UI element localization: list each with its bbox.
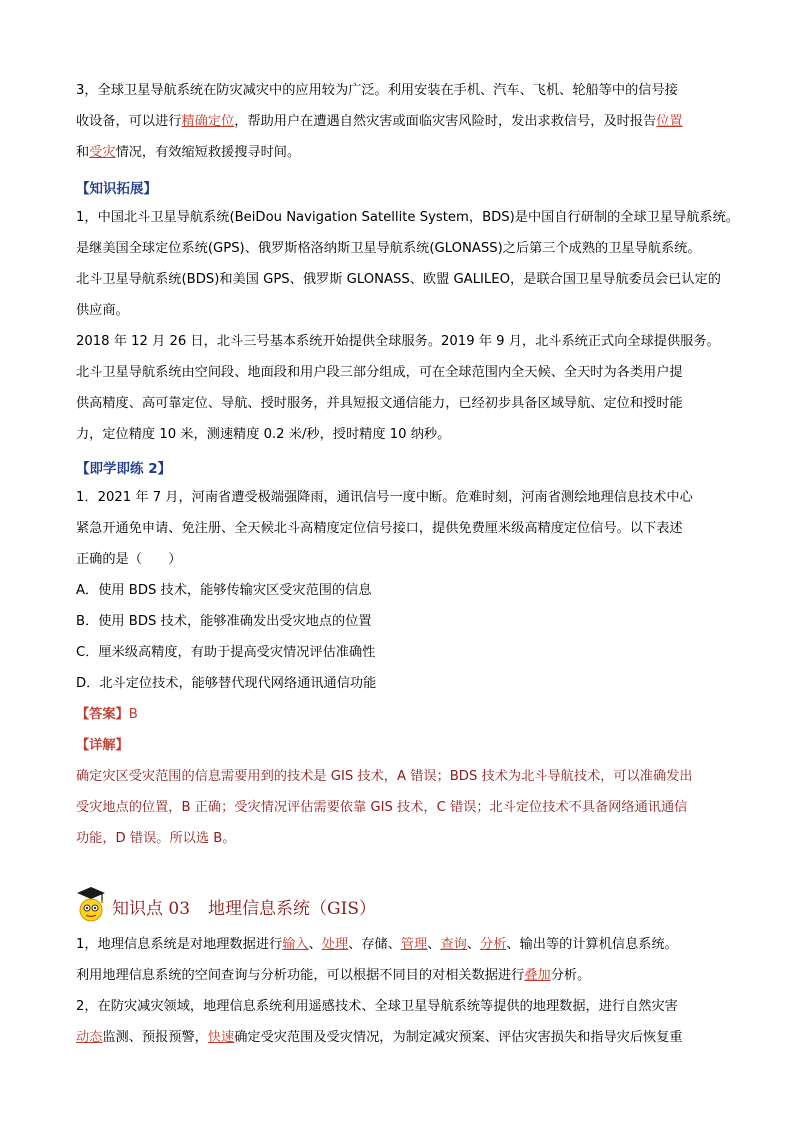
keyword-analyze: 分析 [480, 937, 507, 952]
keyword-process: 处理 [321, 937, 349, 952]
text-span: 确定受灾范围及受灾情况，为制定减灾预案、评估灾害损失和指导灾后恢复重 [234, 1030, 683, 1045]
option-a: A．使用 BDS 技术，能够传输灾区受灾范围的信息 [76, 583, 372, 598]
paragraph-gis [76, 929, 726, 1053]
knowledge-point-heading [76, 886, 394, 926]
knowledge-point-number: 知识点 03 [112, 898, 191, 919]
detail-text: 确定灾区受灾范围的信息需要用到的技术是 GIS 技术，A 错误；BDS 技术为北斗导航技术，可以准确发出 [76, 769, 693, 784]
text-line: 3，全球卫星导航系统在防灾减灾中的应用较为广泛。利用安装在手机、汽车、飞机、轮船等中的信号接 [76, 83, 678, 98]
text-line: 2，在防灾减灾领域，地理信息系统利用遥感技术、全球卫星导航系统等提供的地理数据，进行自然灾害 [76, 999, 678, 1014]
paragraph-gnss-application [76, 75, 726, 168]
keyword-location: 位置 [656, 114, 683, 129]
text-span: ，帮助用户在遭遇自然灾害或面临灾害风险时，发出求救信号，及时报告 [234, 114, 657, 129]
text-line: 2018 年 12 月 26 日，北斗三号基本系统开始提供全球服务。2019 年 9 月，北斗系统正式向全球提供服务。 [76, 334, 720, 349]
answer-label: 【答案】 [76, 707, 129, 722]
detail-label: 【详解】 [76, 738, 129, 753]
keyword-precise-positioning: 精确定位 [181, 114, 235, 129]
option-b: B．使用 BDS 技术，能够准确发出受灾地点的位置 [76, 614, 372, 629]
knowledge-point-name: 地理信息系统（GIS） [208, 898, 376, 919]
keyword-query: 查询 [440, 937, 467, 952]
detail-text: 功能，D 错误。所以选 B。 [76, 831, 236, 846]
text-span: 分析。 [550, 968, 591, 983]
text-span: 1，地理信息系统是对地理数据进行 [76, 937, 283, 952]
text-line [76, 960, 726, 991]
text-line [76, 929, 726, 960]
text-line [76, 1022, 726, 1053]
question-text: 紧急开通免申请、免注册、全天候北斗高精度定位信号接口，提供免费厘米级高精度定位信号。以下表述 [76, 521, 683, 536]
answer-value: B [128, 707, 138, 722]
keyword-disaster: 受灾 [89, 145, 116, 160]
keyword-input: 输入 [282, 937, 309, 952]
text-line: 北斗卫星导航系统由空间段、地面段和用户段三部分组成，可在全球范围内全天候、全天时为各类用户提 [76, 365, 683, 380]
text-line: 北斗卫星导航系统(BDS)和美国 GPS、俄罗斯 GLONASS、欧盟 GALILEO，是联合国卫星导航委员会已认定的 [76, 272, 721, 287]
text-line: 力，定位精度 10 米，测速精度 0.2 米/秒，授时精度 10 纳秒。 [76, 427, 451, 442]
paragraph-beidou [76, 202, 739, 450]
text-line: 是继美国全球定位系统(GPS)、俄罗斯格洛纳斯卫星导航系统(GLONASS)之后第三个成熟的卫星导航系统。 [76, 241, 701, 256]
question-text: 1．2021 年 7 月，河南省遭受极端强降雨，通讯信号一度中断。危难时刻，河南省测绘地理信息技术中心 [76, 490, 693, 505]
text-line [76, 137, 726, 168]
text-line [76, 106, 726, 137]
knowledge-point-title [112, 894, 394, 919]
text-span: 情况，有效缩短救援搜寻时间。 [115, 145, 301, 160]
keyword-manage: 管理 [400, 937, 428, 952]
option-c: C．厘米级高精度，有助于提高受灾情况评估准确性 [76, 645, 376, 660]
text-span: 收设备，可以进行 [76, 114, 182, 129]
section-title-practice: 【即学即练 2】 [76, 461, 172, 477]
text-span: 监测、预报预警， [102, 1030, 208, 1045]
text-span: 、输出等的计算机信息系统。 [506, 937, 678, 952]
scholar-mascot-icon [76, 885, 106, 927]
text-span: 、 [308, 937, 322, 952]
keyword-overlay: 叠加 [524, 968, 551, 983]
text-line: 供应商。 [76, 303, 129, 318]
text-span: 利用地理信息系统的空间查询与分析功能，可以根据不同目的对相关数据进行 [76, 968, 525, 983]
text-span: 、存储、 [348, 937, 401, 952]
detail-text: 受灾地点的位置，B 正确；受灾情况评估需要依靠 GIS 技术，C 错误；北斗定位技术不具备网络通讯通信 [76, 800, 688, 815]
keyword-rapid: 快速 [207, 1030, 235, 1045]
question-text: 正确的是（ ） [76, 552, 182, 567]
text-span: 和 [76, 145, 90, 160]
section-title-knowledge-extension: 【知识拓展】 [76, 181, 157, 197]
text-span: 、 [466, 937, 481, 952]
option-d: D．北斗定位技术，能够替代现代网络通讯通信功能 [76, 676, 377, 691]
answer-line [76, 699, 726, 730]
text-span: 、 [427, 937, 441, 952]
text-line: 供高精度、高可靠定位、导航、授时服务，并具短报文通信能力，已经初步具备区域导航、定位和授时能 [76, 396, 683, 411]
keyword-dynamic: 动态 [76, 1030, 103, 1045]
text-line: 1，中国北斗卫星导航系统(BeiDou Navigation Satellite System，BDS)是中国自行研制的全球卫星导航系统。 [76, 210, 739, 225]
question-block [76, 482, 726, 854]
